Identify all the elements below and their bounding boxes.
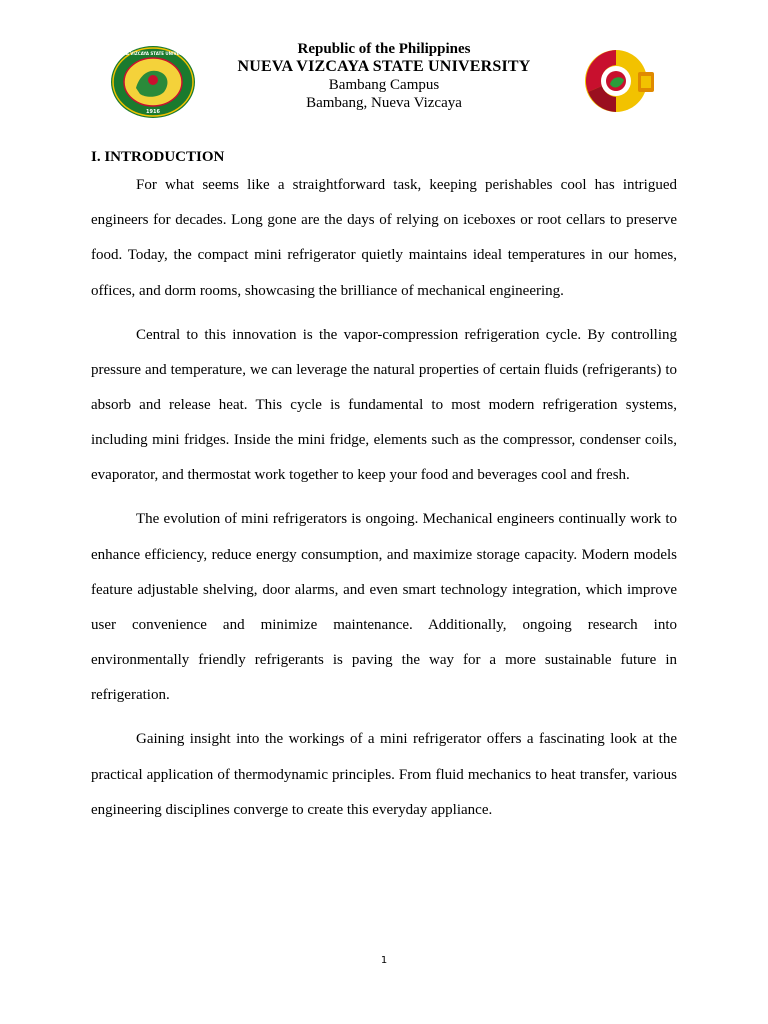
paragraph: Central to this innovation is the vapor-compression refrigeration cycle. By controlling pressure and temperature, we can leverage the natural properties of certain fluids (refrigerants) to absorb and release heat. This cycle is fundamental to most modern refrigeration systems, including mini fridges. Inside the mini fridge, elements such as the compressor, condenser coils, evaporator, and thermostat work together to keep your food and beverages cool and fresh. <box>91 326 677 484</box>
letterhead <box>0 40 768 112</box>
location-line: Bambang, Nueva Vizcaya <box>306 95 462 111</box>
country-line: Republic of the Philippines <box>297 41 471 57</box>
section-heading: I. INTRODUCTION <box>91 149 225 165</box>
body-text <box>91 168 677 837</box>
page-number: 1 <box>380 955 388 966</box>
paragraph: Gaining insight into the workings of a mini refrigerator offers a fascinating look at the practical application of thermodynamic principles. From fluid mechanics to heat transfer, various engineering disciplines converge to create this everyday appliance. <box>91 731 677 818</box>
seal-ring-text: NUEVA VIZCAYA STATE UNIVERSITY <box>113 51 193 56</box>
paragraph: The evolution of mini refrigerators is ongoing. Mechanical engineers continually work to enhance efficiency, reduce energy consumption, and maximize storage capacity. Modern models feature adjustable shelving, door alarms, and even smart technology integration, which improve user convenience and minimize maintenance. Additionally, ongoing research into environmentally friendly refrigerants is paving the way for a more sustainable future in refrigeration. <box>91 511 677 704</box>
seal-year-text: 1916 <box>146 109 160 115</box>
paragraph: For what seems like a straightforward task, keeping perishables cool has intrigued engineers for decades. Long gone are the days of relying on iceboxes or root cellars to preserve food. Today, the compact mini refrigerator quietly maintains ideal temperatures in our homes, offices, and dorm rooms, showcasing the brilliance of mechanical engineering. <box>91 177 677 299</box>
university-name: NUEVA VIZCAYA STATE UNIVERSITY <box>237 58 531 75</box>
campus-line: Bambang Campus <box>328 77 440 93</box>
